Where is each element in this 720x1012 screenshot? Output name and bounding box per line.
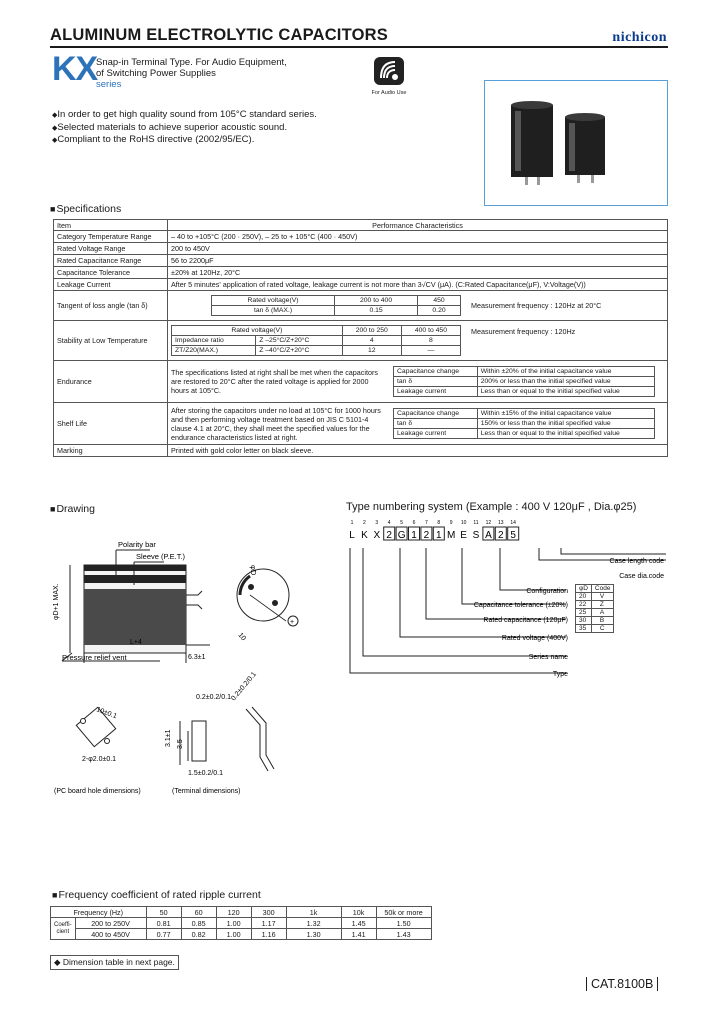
- part-number-char: A: [485, 530, 492, 541]
- drawing-heading: ■ Drawing: [50, 503, 95, 515]
- series-word: series: [96, 79, 122, 90]
- config-cell: 35: [576, 625, 592, 633]
- mini-value: 0.20: [418, 306, 461, 316]
- feature-list: [52, 109, 317, 147]
- dim-02a: 0.2±0.2/0.1: [196, 694, 231, 701]
- specifications-table: [53, 219, 668, 457]
- freq-value: 0.81: [146, 918, 181, 929]
- position-number: 13: [498, 520, 504, 526]
- series-code: KX: [52, 50, 98, 88]
- mini-value: 200% or less than the initial specified value: [477, 377, 654, 387]
- polarity-bar-label: Polarity bar: [118, 540, 156, 549]
- config-cell: B: [591, 617, 614, 625]
- freq-value: 1.50: [376, 918, 431, 929]
- pressure-vent-label: Pressure relief vent: [62, 653, 127, 662]
- spec-value: After 5 minutes' application of rated voltage, leakage current is not more than 3√CV (μA). (C:Rated Capacitance(μF), V:Voltage(V)): [168, 279, 668, 291]
- spec-value: ±20% at 120Hz, 20°C: [168, 267, 668, 279]
- freq-header: 50: [146, 907, 181, 918]
- dim-35: 3.5: [177, 739, 184, 749]
- col-item-header: Item: [54, 220, 168, 231]
- type-numbering-title: Type numbering system (Example : 400 V 120μF , Dia.φ25): [346, 501, 637, 513]
- subtitle-line-1: Snap-in Terminal Type. For Audio Equipment,: [96, 57, 287, 68]
- mini-value: 12: [342, 346, 401, 356]
- svg-text:+: +: [290, 619, 295, 626]
- terminal-drawing: [165, 671, 274, 795]
- part-number-characters: [349, 520, 518, 541]
- config-header: φD: [576, 585, 592, 593]
- freq-header-label: Frequency (Hz): [51, 907, 147, 918]
- mini-label: ZT/Z20(MAX.): [172, 346, 256, 356]
- dim-d: φD+1 MAX.: [53, 583, 60, 620]
- dim-31: 3.1±1: [165, 729, 172, 747]
- freq-value: 1.17: [251, 918, 286, 929]
- position-number: 8: [437, 520, 441, 526]
- dimension-note: [50, 955, 179, 970]
- freq-header: 120: [216, 907, 251, 918]
- polarity-bar: [84, 575, 186, 583]
- config-cell: V: [591, 593, 614, 601]
- catalog-text: CAT.8100B: [591, 977, 654, 991]
- config-cell: 25: [576, 609, 592, 617]
- bullet-icon: ◆: [54, 957, 63, 967]
- position-number: 7: [425, 520, 428, 526]
- spec-label: Leakage Current: [54, 279, 168, 291]
- spec-label: Rated Voltage Range: [54, 243, 168, 255]
- spec-label: Endurance: [54, 361, 168, 403]
- position-number: 2: [363, 520, 366, 526]
- position-number: 6: [412, 520, 416, 526]
- part-number-char: 1: [436, 530, 442, 541]
- product-photo: [484, 80, 668, 206]
- position-number: 10: [460, 520, 467, 526]
- type-numbering-diagram: [346, 518, 668, 678]
- freq-header: 60: [181, 907, 216, 918]
- mini-label: Leakage current: [394, 387, 478, 397]
- mini-header: Rated voltage(V): [172, 326, 343, 336]
- spec-label: Shelf Life: [54, 403, 168, 445]
- mini-label: tan δ: [394, 419, 478, 429]
- freq-value: 1.45: [341, 918, 376, 929]
- freq-value: 1.41: [341, 929, 376, 940]
- part-number-char: 5: [510, 530, 516, 541]
- position-number: 11: [473, 520, 479, 526]
- part-number-char: K: [361, 530, 368, 541]
- spec-value: 200 to 450V: [168, 243, 668, 255]
- case-dia-label: Case dia.code: [619, 573, 664, 580]
- mini-value: 8: [401, 336, 460, 346]
- part-number-char: 2: [386, 530, 392, 541]
- header-rule: [50, 46, 668, 48]
- part-number-char: S: [472, 530, 480, 541]
- rated-cap-label: Rated capacitance (120μF): [483, 617, 568, 624]
- spec-label: Stability at Low Temperature: [54, 321, 168, 361]
- frequency-heading: ■ Frequency coefficient of rated ripple current: [52, 889, 261, 901]
- tan-delta-table: [211, 295, 461, 316]
- catalog-number: [586, 977, 658, 991]
- audio-use-icon: [373, 56, 405, 86]
- series-subtitle: [96, 57, 287, 90]
- type-label: Type: [552, 671, 568, 678]
- measurement-note: Measurement frequency : 120Hz at 20°C: [471, 301, 602, 310]
- mini-label: Capacitance change: [394, 367, 478, 377]
- mini-value: Less than or equal to the initial specified value: [477, 387, 654, 397]
- page-title: ALUMINUM ELECTROLYTIC CAPACITORS: [50, 26, 388, 44]
- mini-value: Within ±15% of the initial capacitance value: [477, 409, 654, 419]
- mini-header: 400 to 450: [401, 326, 460, 336]
- endurance-cell: [168, 361, 668, 403]
- freq-value: 1.16: [251, 929, 286, 940]
- dim-10: 10: [236, 631, 247, 643]
- freq-voltage: 400 to 450V: [75, 929, 146, 940]
- spec-label: Capacitance Tolerance: [54, 267, 168, 279]
- cap-tolerance-label: Capacitance tolerance (±20%): [473, 602, 568, 609]
- mini-value: —: [401, 346, 460, 356]
- config-cell: C: [591, 625, 614, 633]
- configuration-label: Configuration: [526, 588, 568, 595]
- stability-cell: [168, 321, 668, 361]
- mini-header: Rated voltage(V): [212, 296, 335, 306]
- part-number-char: 2: [498, 530, 504, 541]
- spec-value: – 40 to +105°C (200 · 250V), – 25 to + 105°C (400 · 450V): [168, 231, 668, 243]
- capacitor-end-view: [237, 569, 289, 621]
- endurance-text: The specifications listed at right shall be met when the capacitors are restored to 20°C after the rated voltage is applied for 2000 hours at 105°C.: [171, 368, 378, 395]
- dim-10b: 10±0.1: [95, 706, 118, 721]
- shelf-life-cell: [168, 403, 668, 445]
- dim-2phi: 2-φ2.0±0.1: [82, 756, 117, 763]
- part-number-char: L: [349, 530, 355, 541]
- dim-02b: 0.2±0.2/0.1: [230, 670, 259, 703]
- mini-label: Capacitance change: [394, 409, 478, 419]
- terminal-caption: (Terminal dimensions): [172, 788, 241, 795]
- part-number-char: G: [397, 530, 406, 541]
- config-cell: A: [591, 609, 614, 617]
- dim-15: 1.5±0.2/0.1: [188, 770, 223, 777]
- mini-label: tan δ: [394, 377, 478, 387]
- mini-value: Less than or equal to the initial specified value: [477, 429, 654, 439]
- freq-voltage: 200 to 250V: [75, 918, 146, 929]
- mini-value: Within ±20% of the initial capacitance value: [477, 367, 654, 377]
- spec-label: Category Temperature Range: [54, 231, 168, 243]
- stability-table: [171, 325, 461, 356]
- rated-voltage-label: Rated voltage (400V): [501, 635, 568, 642]
- sleeve-label: Sleeve (P.E.T.): [136, 552, 186, 561]
- series-name-label: Series name: [528, 654, 568, 661]
- config-cell: 22: [576, 601, 592, 609]
- feature-item: ◆ Selected materials to achieve superior acoustic sound.: [52, 122, 317, 135]
- freq-value: 0.82: [181, 929, 216, 940]
- endurance-table: [393, 366, 655, 397]
- brand-logo: nichicon: [612, 30, 667, 45]
- freq-header: 50k or more: [376, 907, 431, 918]
- position-number: 1: [350, 520, 354, 526]
- col-perf-header: Performance Characteristics: [168, 220, 668, 231]
- mini-header: 200 to 250: [342, 326, 401, 336]
- dimension-note-text: Dimension table in next page.: [62, 957, 175, 967]
- phi-d-label: φD: [249, 565, 258, 576]
- pcb-caption: (PC board hole dimensions): [54, 788, 141, 795]
- freq-value: 1.32: [286, 918, 341, 929]
- frequency-table: [50, 906, 432, 940]
- position-number: 12: [485, 520, 492, 526]
- part-number-char: E: [460, 530, 467, 541]
- part-number-char: 2: [423, 530, 430, 541]
- spec-label: Rated Capacitance Range: [54, 255, 168, 267]
- position-number: 14: [510, 520, 516, 526]
- audio-logo-label: For Audio Use: [371, 90, 407, 96]
- mini-label: tan δ (MAX.): [212, 306, 335, 316]
- mini-value: 4: [342, 336, 401, 346]
- tan-delta-cell: [168, 291, 668, 321]
- mini-value: 0.15: [335, 306, 418, 316]
- freq-header: 1k: [286, 907, 341, 918]
- part-number-char: M: [447, 530, 456, 541]
- config-header: Code: [591, 585, 614, 593]
- position-number: 4: [387, 520, 391, 526]
- shelf-life-text: After storing the capacitors under no load at 105°C for 1000 hours and then performing voltage treatment based on JIS C 5101-4 clause 4.1 at 20°C, they shall meet the specified values for the endurance characteristics listed at right.: [171, 405, 381, 442]
- config-code-table: [575, 584, 614, 633]
- dim-63: 6.3±1: [188, 654, 206, 661]
- config-cell: Z: [591, 601, 614, 609]
- mini-label: Z –25°C/Z+20°C: [256, 336, 342, 346]
- mini-value: 150% or less than the initial specified value: [477, 419, 654, 429]
- config-cell: 30: [576, 617, 592, 625]
- spec-value: Printed with gold color letter on black sleeve.: [168, 445, 668, 457]
- freq-value: 1.30: [286, 929, 341, 940]
- spec-label: Marking: [54, 445, 168, 457]
- coeff-label: Coeffi- cient: [51, 918, 76, 940]
- measurement-note: Measurement frequency : 120Hz: [471, 327, 576, 336]
- freq-value: 1.00: [216, 918, 251, 929]
- freq-header: 300: [251, 907, 286, 918]
- config-cell: 20: [576, 593, 592, 601]
- freq-value: 1.43: [376, 929, 431, 940]
- freq-value: 1.00: [216, 929, 251, 940]
- position-number: 3: [375, 520, 379, 526]
- dim-l: L+4: [130, 639, 142, 646]
- mini-header: 200 to 400: [335, 296, 418, 306]
- spec-value: 56 to 2200μF: [168, 255, 668, 267]
- pcb-hole-drawing: [54, 706, 141, 795]
- case-length-label: Case length code: [609, 558, 664, 565]
- feature-item: ◆ In order to get high quality sound from 105°C standard series.: [52, 109, 317, 122]
- shelf-life-table: [393, 408, 655, 439]
- mini-header: 450: [418, 296, 461, 306]
- subtitle-line-2: of Switching Power Supplies: [96, 68, 216, 79]
- mini-label: Leakage current: [394, 429, 478, 439]
- part-number-char: X: [373, 530, 381, 541]
- mini-label: Impedance ratio: [172, 336, 256, 346]
- freq-header: 10k: [341, 907, 376, 918]
- dimension-drawing: [50, 525, 340, 805]
- mini-label: Z –40°C/Z+20°C: [256, 346, 342, 356]
- feature-item: ◆ Compliant to the RoHS directive (2002/95/EC).: [52, 134, 317, 147]
- capacitor-photo-icon: [485, 81, 667, 205]
- part-number-char: 1: [411, 530, 417, 541]
- spec-label: Tangent of loss angle (tan δ): [54, 291, 168, 321]
- position-number: 5: [400, 520, 403, 526]
- freq-value: 0.85: [181, 918, 216, 929]
- specifications-heading: ■ Specifications: [50, 203, 121, 215]
- position-number: 9: [449, 520, 453, 526]
- freq-value: 0.77: [146, 929, 181, 940]
